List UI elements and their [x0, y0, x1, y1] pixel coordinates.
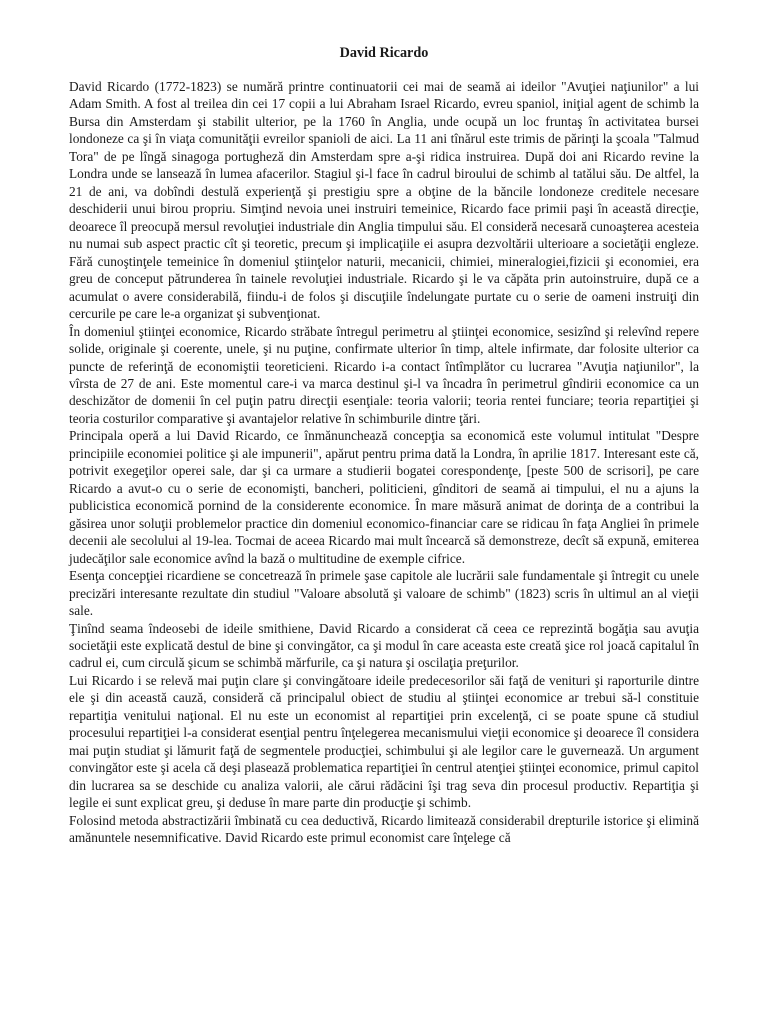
paragraph-distribution: Lui Ricardo i se relevă mai puţin clare şi convingătoare ideile predecesorilor săi faţă de venituri şi raporturile dintre ele şi din această cauză, consideră că principalul obiect de studiu al ştiinţei economice ar trebui să-l constituie repartiţia venitului naţional. El nu este un economist al repartiţiei prin excelenţă, ci se poate spune că studiul procesului repartiţiei l-a considerat esenţial pentru înţelegerea mecanismului vieţii economice şi deoarece îl considera mai puţin studiat şi lămurit faţă de segmentele producţiei, schimbului şi ale legilor care le guvernează. Un argument convingător este şi acela că deşi plasează problematica repartiţiei în centrul atenţiei ştiinţei economice, primul capitol din lucrarea sa se deschide cu analiza valorii, ale cărui rădăcini îşi trag seva din procesul productiv. Repartiţia şi legile ei sunt explicat greu, şi deduse în mare parte din producţie şi schimb.	[69, 672, 699, 811]
paragraph-method: Folosind metoda abstractizării îmbinată cu cea deductivă, Ricardo limitează considerabil drepturile istorice şi elimină amănuntele nesemnificative. David Ricardo este primul economist care înţelege că	[69, 812, 699, 846]
document-title: David Ricardo	[339, 45, 429, 61]
paragraph-main-work: Principala operă a lui David Ricardo, ce înmănunchează concepţia sa economică este volumul intitulat "Despre principiile economiei politice şi ale impunerii", apărut pentru prima dată la Londra, în aprilie 1817. Interesant este că, potrivit exegeţilor operei sale, dar şi ca urmare a studierii bogatei corespondenţe, [peste 500 de scrisori], pe care Ricardo a avut-o cu o serie de economişti, bancheri, politicieni, gînditori de seamă ai timpului, el nu a ajuns la publicistica economică pornind de la considerente economice. În mare măsură animat de dorinţa de a contribui la găsirea unor soluţii problemelor practice din domeniul economico-financiar care se ridicau în faţa Angliei în primele decenii ale secolului al 19-lea. Tocmai de aceea Ricardo mai mult încearcă să demonstreze, decît să expună, emiterea judecăţilor sale economice avînd la bază o multitudine de exemple cifrice.	[69, 428, 699, 566]
paragraph-economic-science: În domeniul ştiinţei economice, Ricardo străbate întregul perimetru al ştiinţei economice, sesizînd şi relevînd repere solide, originale şi coerente, unele, şi nu puţine, confirmate ulterior în timp, altele infirmate, dar folosite ulterior ca puncte de referinţă de economiştii teoreticieni. Ricardo i-a contact întîmplător cu lucrarea "Avuţia naţiunilor", la vîrsta de 27 de ani. Este momentul care-i va marca destinul şi-l va încadra în perimetrul gîndirii economice ca un deschizător de domenii în cel puţin patru direcţii esenţiale: teoria valorii; teoria rentei funciare; teoria repartiţiei şi teoria costurilor comparative şi avantajelor relative în schimburile dintre ţări.	[69, 323, 699, 426]
paragraph-biography: David Ricardo (1772-1823) se numără printre continuatorii cei mai de seamă ai ideilor "Avuţiei naţiunilor" a lui Adam Smith. A fost al treilea din cei 17 copii a lui Abraham Israel Ricardo, evreu spaniol, iniţial agent de schimb la Bursa din Amsterdam şi stabilit ulterior, pe la 1760 în Anglia, unde ocupă un loc fruntaş în activitatea bursei londoneze ca şi în viaţa comunităţii evreilor spanioli de aici. La 11 ani tînărul este trimis de părinţi la şcoala "Talmud Tora" de pe lîngă sinagoga portugheză din Amsterdam spre a-şi ridica instruirea. După doi ani Ricardo revine la Londra unde se lansează în lumea afacerilor. Stagiul şi-l face în cadrul biroului de schimb al tatălui său. De altfel, la 21 de ani, va dobîndi destulă experienţă şi prestigiu spre a obţine de la băncile londoneze creditele necesare deschiderii unui birou propriu. Simţind nevoia unei instruiri temeinice, Ricardo face primii paşi în această direcţie, deoarece îl preocupă mersul revoluţiei industriale din Anglia timpului său. El consideră necesară cunoaşterea acesteia nu numai sub aspect practic cît şi teoretic, precum şi implicaţiile ei asupra dezvoltării ulterioare a societăţii engleze. Fără cunoştinţele temeinice în domeniul ştiinţelor naturii, mecanicii, chimiei, mineralogiei,fizicii şi economiei, era greu de conceput pătrunderea în tainele revoluţiei industriale. Ricardo şi le va căpăta prin autoinstruire, după ce a acumulat o avere considerabilă, fiindu-i de folos şi discuţiile îndelungate purtate cu o serie de oameni instruiţi din cercurile pe care le-a organizat şi subvenţionat.	[69, 79, 699, 322]
paragraph-essence: Esenţa concepţiei ricardiene se concetrează în primele şase capitole ale lucrării sale fundamentale şi întregit cu unele precizări interesante rezultate din studiul "Valoare absolută şi valoare de schimb" (1823) scris în ultimul an al vieţii sale.	[69, 568, 699, 619]
document-body	[69, 78, 699, 847]
document-page	[69, 0, 699, 1024]
paragraph-smithian-ideas: Ţinînd seama îndeosebi de ideile smithiene, David Ricardo a considerat că ceea ce reprezintă bogăţia sau avuţia societăţii este explicată destul de bine şi convingător, ca şi modul în care aceasta este creată şice rol joacă capitalul în cadrul ei, cum circulă şicum se schimbă mărfurile, ca şi natura şi oscilaţia preţurilor.	[69, 620, 699, 671]
